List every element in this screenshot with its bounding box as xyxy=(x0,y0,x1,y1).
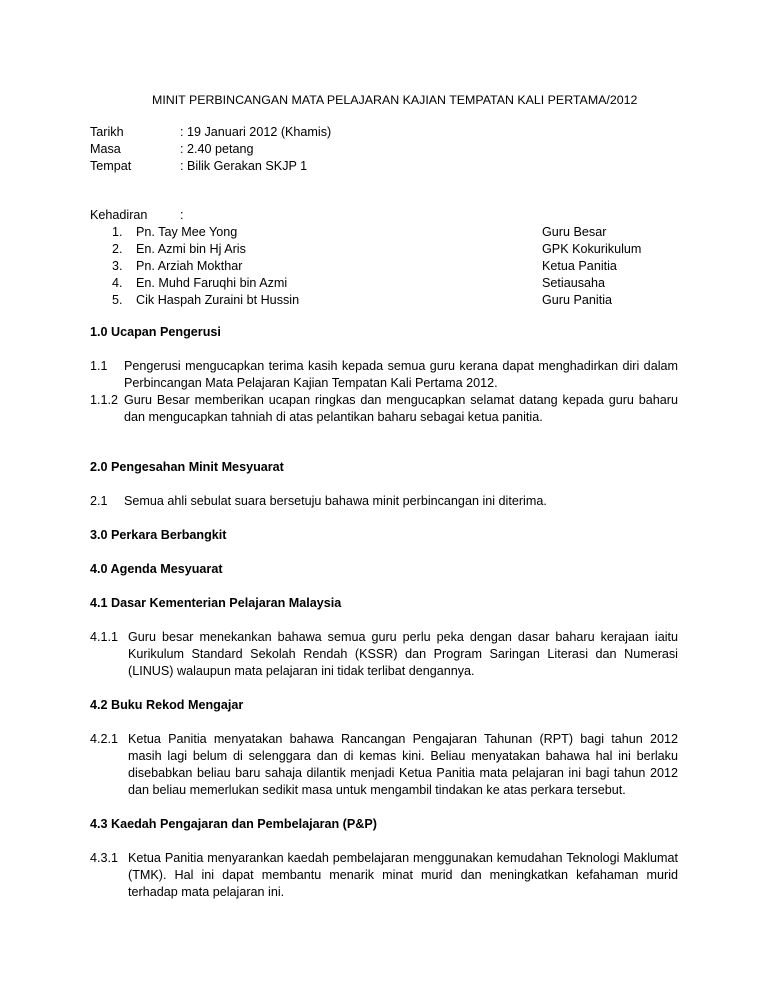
paragraph-text: Semua ahli sebulat suara bersetuju bahawa minit perbincangan ini diterima. xyxy=(124,494,547,508)
attendee-number: 5. xyxy=(112,293,123,307)
section-heading: 4.1 Dasar Kementerian Pelajaran Malaysia xyxy=(90,596,342,610)
date-value: : 19 Januari 2012 (Khamis) xyxy=(180,125,332,139)
attendance-label: Kehadiran xyxy=(90,208,148,222)
attendee-role: GPK Kokurikulum xyxy=(542,242,642,256)
date-label: Tarikh xyxy=(90,125,124,139)
time-value: : 2.40 petang xyxy=(180,142,254,156)
attendee-number: 3. xyxy=(112,259,123,273)
paragraph-number: 1.1.2 xyxy=(90,393,119,407)
attendee-name: En. Azmi bin Hj Aris xyxy=(136,242,246,256)
section-heading: 4.3 Kaedah Pengajaran dan Pembelajaran (P&P) xyxy=(90,817,377,831)
attendee-role: Setiausaha xyxy=(542,276,606,290)
paragraph-text: Ketua Panitia menyatakan bahawa Rancangan Pengajaran Tahunan (RPT) bagi tahun 2012 masih lagi belum di selenggara dan di kemas kini. Beliau menyatakan bahawa hal ini berlaku disebabkan beliau baru sahaja dilantik menjadi Ketua Panitia mata pelajaran ini bagi tahun 2012 dan beliau memerlukan sedikit masa untuk mengambil tindakan ke atas perkara tersebut. xyxy=(128,732,678,797)
paragraph-number: 4.3.1 xyxy=(90,851,119,865)
paragraph-text: Ketua Panitia menyarankan kaedah pembelajaran menggunakan kemudahan Teknologi Maklumat (TMK). Hal ini dapat membantu menarik minat murid dan meningkatkan kefahaman murid terhadap mata pelajaran ini. xyxy=(128,851,678,899)
attendee-role: Ketua Panitia xyxy=(542,259,617,273)
attendee-name: Cik Haspah Zuraini bt Hussin xyxy=(136,293,300,307)
attendee-number: 4. xyxy=(112,276,123,290)
paragraph-number: 1.1 xyxy=(90,359,108,373)
venue-value: : Bilik Gerakan SKJP 1 xyxy=(180,159,308,173)
attendee-number: 2. xyxy=(112,242,123,256)
minute-paragraph xyxy=(90,731,678,799)
paragraph-number: 4.2.1 xyxy=(90,732,119,746)
minute-paragraph xyxy=(90,392,678,426)
section-heading: 1.0 Ucapan Pengerusi xyxy=(90,325,221,339)
minute-paragraph xyxy=(90,850,678,901)
minute-paragraph xyxy=(90,629,678,680)
minute-paragraph xyxy=(90,493,678,510)
attendee-role: Guru Panitia xyxy=(542,293,613,307)
paragraph-number: 4.1.1 xyxy=(90,630,119,644)
paragraph-text: Guru Besar memberikan ucapan ringkas dan mengucapkan selamat datang kepada guru baharu dan mengucapkan tahniah di atas pelantikan baharu sebagai ketua panitia. xyxy=(124,393,678,424)
minute-paragraph xyxy=(90,358,678,392)
attendee-name: En. Muhd Faruqhi bin Azmi xyxy=(136,276,288,290)
section-heading: 2.0 Pengesahan Minit Mesyuarat xyxy=(90,460,284,474)
paragraph-text: Pengerusi mengucapkan terima kasih kepada semua guru kerana dapat menghadirkan diri dalam Perbincangan Mata Pelajaran Kajian Tempatan Kali Pertama 2012. xyxy=(124,359,678,390)
attendee-name: Pn. Arziah Mokthar xyxy=(136,259,243,273)
paragraph-number: 2.1 xyxy=(90,494,108,508)
paragraph-text: Guru besar menekankan bahawa semua guru perlu peka dengan dasar baharu kerajaan iaitu Kurikulum Standard Sekolah Rendah (KSSR) dan Program Saringan Literasi dan Numerasi (LINUS) walaupun mata pelajaran ini tidak terlibat dengannya. xyxy=(128,630,678,678)
section-heading: 3.0 Perkara Berbangkit xyxy=(90,528,227,542)
attendee-name: Pn. Tay Mee Yong xyxy=(136,225,238,239)
attendance-colon: : xyxy=(180,208,184,222)
time-label: Masa xyxy=(90,142,121,156)
attendee-number: 1. xyxy=(112,225,123,239)
section-heading: 4.2 Buku Rekod Mengajar xyxy=(90,698,244,712)
page-title: MINIT PERBINCANGAN MATA PELAJARAN KAJIAN TEMPATAN KALI PERTAMA/2012 xyxy=(152,93,638,107)
venue-label: Tempat xyxy=(90,159,132,173)
attendee-role: Guru Besar xyxy=(542,225,607,239)
section-heading: 4.0 Agenda Mesyuarat xyxy=(90,562,223,576)
